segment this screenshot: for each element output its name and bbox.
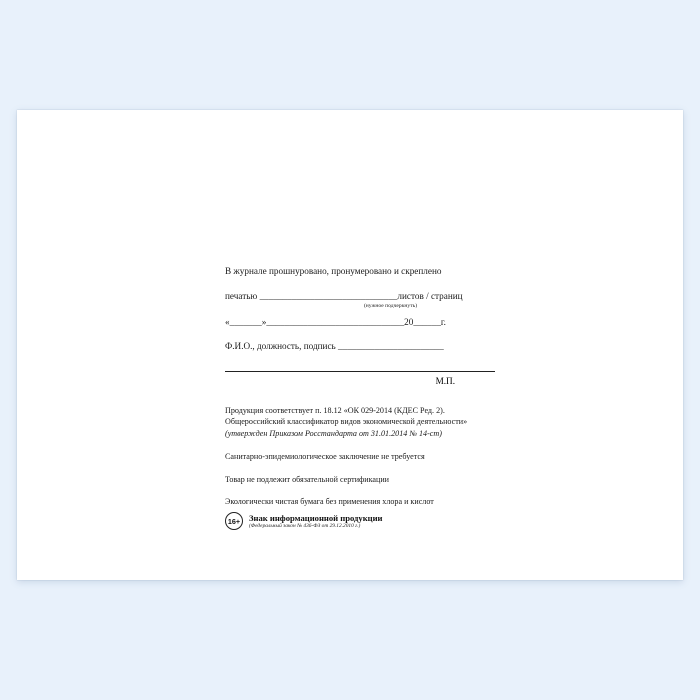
document-page <box>17 110 683 580</box>
okved-line-1: Продукция соответствует п. 18.12 «ОК 029-2014 (КДЕС Ред. 2). <box>225 405 445 415</box>
okved-line-2: Общероссийский классификатор видов экономической деятельности» <box>225 417 468 427</box>
age-rating-block <box>225 512 555 530</box>
seal-pages-line: печатью ______________________________листов / страниц <box>225 291 463 302</box>
paragraph-eco-paper: Экологически чистая бумага без применения хлора и кислот <box>225 497 434 507</box>
age-rating-badge-icon: 16+ <box>225 512 243 530</box>
date-line: «_______»______________________________20______г. <box>225 316 446 327</box>
underline-hint-note: (нужное подчеркнуть) <box>363 302 418 309</box>
paragraph-okved <box>225 405 555 440</box>
age-rating-law-note: (Федеральный закон № 436-ФЗ от 29.12.2010 г.) <box>249 523 361 529</box>
paragraph-sanitary: Санитарно-эпидемиологическое заключение не требуется <box>225 451 425 461</box>
age-rating-text <box>249 513 383 530</box>
paragraph-certification: Товар не подлежит обязательной сертификации <box>225 474 390 484</box>
age-rating-title: Знак информационной продукции <box>249 512 383 523</box>
journal-statement: В журнале прошнуровано, пронумеровано и скреплено <box>225 266 442 276</box>
okved-order-note: (утвержден Приказом Росстандарта от 31.01.2014 № 14-ст) <box>225 429 442 439</box>
document-content <box>225 265 555 530</box>
seal-place-label: М.П. <box>435 375 455 386</box>
blank-signature-rule <box>225 362 495 372</box>
fio-position-signature-line: Ф.И.О., должность, подпись _______________________ <box>225 341 444 352</box>
